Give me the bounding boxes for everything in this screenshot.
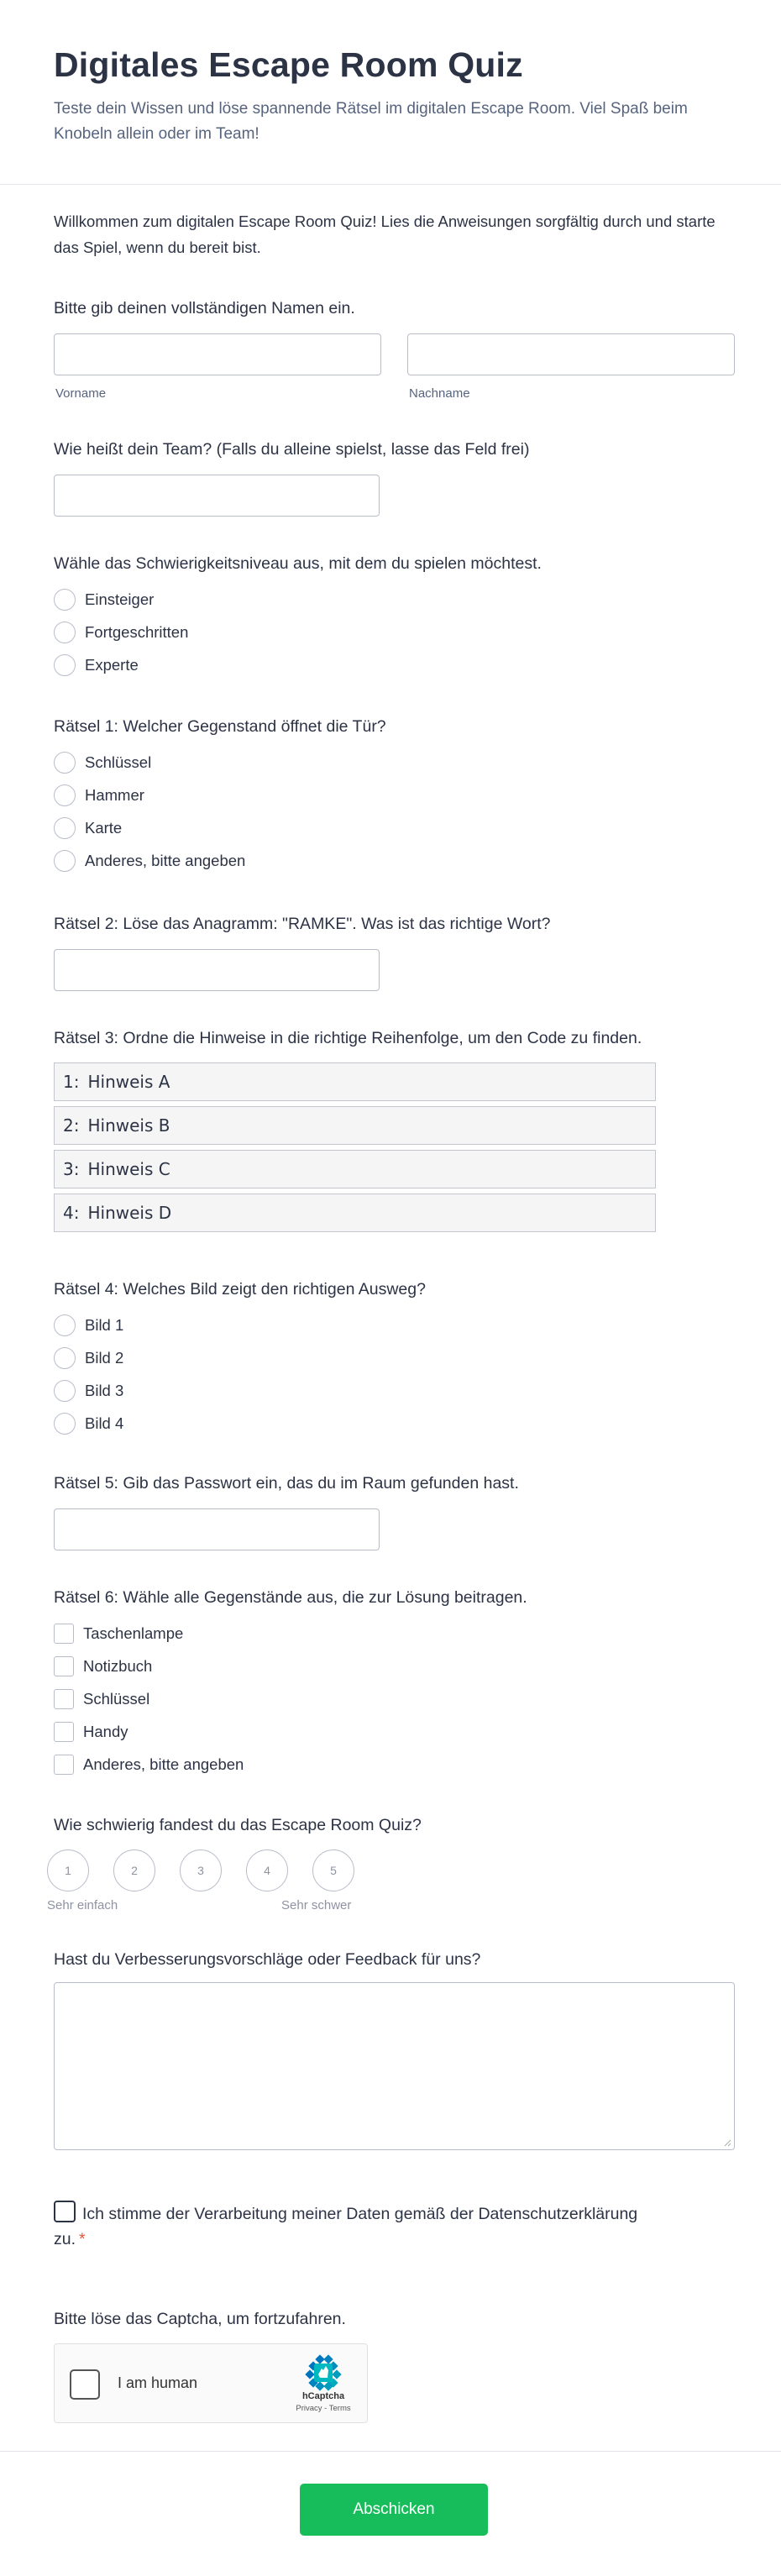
option-label: Schlüssel xyxy=(83,1690,150,1708)
ranking-item[interactable] xyxy=(54,1062,656,1101)
radio-button[interactable] xyxy=(54,752,76,774)
name-question-label: Bitte gib deinen vollständigen Namen ein. xyxy=(54,299,355,317)
option-label: Notizbuch xyxy=(83,1657,153,1675)
ranking-text: Hinweis B xyxy=(87,1115,170,1136)
radio-button[interactable] xyxy=(54,784,76,806)
ranking-number: 4: xyxy=(63,1203,80,1223)
rating-option-3[interactable]: 3 xyxy=(180,1849,222,1891)
option-label: Anderes, bitte angeben xyxy=(85,852,246,869)
radio-button[interactable] xyxy=(54,1413,76,1435)
radio-option[interactable] xyxy=(54,784,144,806)
rating-min-caption: Sehr einfach xyxy=(47,1898,118,1912)
checkbox[interactable] xyxy=(54,1656,74,1676)
hcaptcha-logo-icon xyxy=(305,2354,342,2391)
riddle1-label: Rätsel 1: Welcher Gegenstand öffnet die Tür? xyxy=(54,717,386,736)
option-label: Handy xyxy=(83,1723,128,1740)
radio-button[interactable] xyxy=(54,1314,76,1336)
consent-text: Ich stimme der Verarbeitung meiner Daten gemäß der Datenschutzerklärung zu. xyxy=(54,2205,638,2248)
radio-option[interactable] xyxy=(54,654,139,676)
radio-option[interactable] xyxy=(54,1314,123,1336)
option-label: Fortgeschritten xyxy=(85,623,189,641)
submit-button[interactable]: Abschicken xyxy=(300,2484,488,2536)
difficulty-question-label: Wähle das Schwierigkeitsniveau aus, mit dem du spielen möchtest. xyxy=(54,554,542,573)
rating-option-2[interactable]: 2 xyxy=(113,1849,155,1891)
consent-checkbox[interactable] xyxy=(54,2201,76,2222)
form-subtitle: Teste dein Wissen und löse spannende Rätsel im digitalen Escape Room. Viel Spaß beim Knobeln allein oder im Team! xyxy=(54,100,688,143)
radio-button[interactable] xyxy=(54,817,76,839)
rating-option-4[interactable]: 4 xyxy=(246,1849,288,1891)
option-label: Anderes, bitte angeben xyxy=(83,1755,244,1773)
first-name-sublabel: Vorname xyxy=(55,386,107,401)
ranking-number: 2: xyxy=(63,1115,80,1136)
ranking-number: 3: xyxy=(63,1159,80,1179)
password-answer-input[interactable] xyxy=(54,1508,380,1550)
checkbox-option[interactable] xyxy=(54,1721,128,1743)
riddle6-label: Rätsel 6: Wähle alle Gegenstände aus, die zur Lösung beitragen. xyxy=(54,1588,527,1607)
option-label: Taschenlampe xyxy=(83,1624,184,1642)
ranking-text: Hinweis C xyxy=(87,1159,170,1179)
team-name-input[interactable] xyxy=(54,475,380,517)
option-label: Karte xyxy=(85,819,123,837)
ranking-item[interactable] xyxy=(54,1150,656,1188)
checkbox-option[interactable] xyxy=(54,1754,244,1776)
option-label: Bild 4 xyxy=(85,1414,124,1432)
form-header xyxy=(0,0,781,185)
option-label: Einsteiger xyxy=(85,590,155,608)
radio-button[interactable] xyxy=(54,850,76,872)
radio-button[interactable] xyxy=(54,654,76,676)
radio-option[interactable] xyxy=(54,850,245,872)
radio-option[interactable] xyxy=(54,817,122,839)
last-name-sublabel: Nachname xyxy=(409,386,470,401)
checkbox-option[interactable] xyxy=(54,1623,183,1645)
option-label: Hammer xyxy=(85,786,144,804)
radio-option[interactable] xyxy=(54,622,188,643)
rating-question-label: Wie schwierig fandest du das Escape Room Quiz? xyxy=(54,1816,422,1834)
checkbox[interactable] xyxy=(54,1689,74,1709)
radio-option[interactable] xyxy=(54,1413,123,1435)
hcaptcha-links[interactable]: Privacy - Terms xyxy=(296,2404,351,2413)
intro-text: Willkommen zum digitalen Escape Room Quiz! Lies die Anweisungen sorgfältig durch und starte das Spiel, wenn du bereit bist. xyxy=(54,212,715,256)
captcha-checkbox[interactable] xyxy=(70,2369,100,2400)
checkbox[interactable] xyxy=(54,1722,74,1742)
required-marker: * xyxy=(79,2230,86,2248)
rating-option-5[interactable]: 5 xyxy=(312,1849,354,1891)
option-label: Bild 3 xyxy=(85,1382,124,1399)
anagram-answer-input[interactable] xyxy=(54,949,380,991)
checkbox-option[interactable] xyxy=(54,1655,152,1677)
captcha-question-label: Bitte löse das Captcha, um fortzufahren. xyxy=(54,2310,346,2328)
riddle2-label: Rätsel 2: Löse das Anagramm: "RAMKE". Was ist das richtige Wort? xyxy=(54,915,551,933)
option-label: Bild 1 xyxy=(85,1316,124,1334)
ranking-text: Hinweis D xyxy=(87,1203,172,1223)
radio-option[interactable] xyxy=(54,1380,123,1402)
checkbox[interactable] xyxy=(54,1755,74,1775)
radio-option[interactable] xyxy=(54,589,154,611)
checkbox-option[interactable] xyxy=(54,1688,149,1710)
option-label: Experte xyxy=(85,656,139,674)
last-name-input[interactable] xyxy=(407,333,735,375)
radio-option[interactable] xyxy=(54,752,151,774)
checkbox[interactable] xyxy=(54,1624,74,1644)
form-title: Digitales Escape Room Quiz xyxy=(54,45,523,84)
hcaptcha-brand: hCaptcha xyxy=(301,2391,345,2401)
team-question-label: Wie heißt dein Team? (Falls du alleine spielst, lasse das Feld frei) xyxy=(54,440,530,459)
riddle3-label: Rätsel 3: Ordne die Hinweise in die richtige Reihenfolge, um den Code zu finden. xyxy=(54,1029,642,1047)
ranking-item[interactable] xyxy=(54,1194,656,1232)
feedback-textarea[interactable] xyxy=(54,1982,735,2150)
ranking-item[interactable] xyxy=(54,1106,656,1145)
radio-button[interactable] xyxy=(54,1380,76,1402)
radio-option[interactable] xyxy=(54,1347,123,1369)
ranking-number: 1: xyxy=(63,1072,80,1092)
form-footer xyxy=(0,2451,781,2576)
rating-max-caption: Sehr schwer xyxy=(281,1898,352,1912)
option-label: Bild 2 xyxy=(85,1349,124,1367)
rating-option-1[interactable]: 1 xyxy=(47,1849,89,1891)
feedback-question-label: Hast du Verbesserungsvorschläge oder Feedback für uns? xyxy=(54,1950,481,1969)
ranking-text: Hinweis A xyxy=(87,1072,170,1092)
option-label: Schlüssel xyxy=(85,753,152,771)
riddle5-label: Rätsel 5: Gib das Passwort ein, das du im Raum gefunden hast. xyxy=(54,1474,519,1493)
radio-button[interactable] xyxy=(54,589,76,611)
radio-button[interactable] xyxy=(54,622,76,643)
captcha-checkbox-label: I am human xyxy=(118,2374,198,2391)
resize-grip-icon[interactable] xyxy=(723,2138,731,2147)
radio-button[interactable] xyxy=(54,1347,76,1369)
first-name-input[interactable] xyxy=(54,333,381,375)
riddle4-label: Rätsel 4: Welches Bild zeigt den richtigen Ausweg? xyxy=(54,1280,426,1298)
consent-field xyxy=(54,2201,642,2252)
hcaptcha-widget xyxy=(54,2343,368,2423)
